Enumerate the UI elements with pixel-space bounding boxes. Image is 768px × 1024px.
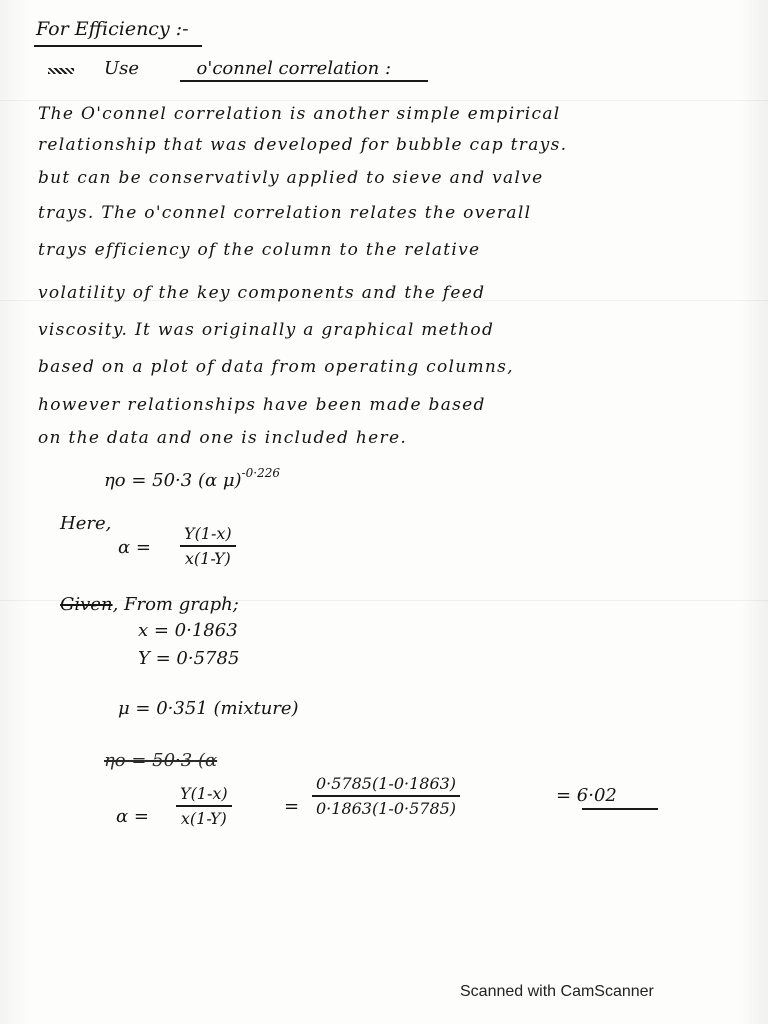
calc-numeric-fraction [312,774,460,818]
subheading-title: o'connel correlation : [196,58,392,79]
formula-exponent: -0·226 [241,466,280,480]
paragraph-line: trays efficiency of the column to the relative [38,240,481,260]
fraction-bar [176,805,232,807]
paragraph-line: viscosity. It was originally a graphical method [38,320,495,340]
subheading-prefix: Use [104,58,140,79]
efficiency-formula [104,466,280,491]
fraction-bar [180,545,236,547]
struck-equation: ηo = 50·3 (α [104,750,218,771]
paragraph-line: based on a plot of data from operating columns, [38,357,514,377]
paragraph-line: trays. The o'connel correlation relates the overall [38,203,532,223]
paragraph-line: volatility of the key components and the feed [38,283,486,303]
formula-body: ηo = 50·3 (α μ) [104,470,242,491]
alpha-numerator: Y(1-x) [184,524,232,543]
mu-value: μ = 0·351 (mixture) [118,698,299,719]
calc-equals: = [284,796,300,817]
calc-denominator: x(1-Y) [180,808,227,828]
calc-numerator: Y(1-x) [180,784,228,803]
paragraph-line: The O'connel correlation is another simple empirical [38,104,561,124]
alpha-denominator: x(1-Y) [184,548,231,568]
result-underline [582,808,658,810]
calc-numeric-denominator: 0·1863(1-0·5785) [316,798,457,818]
paragraph-line: but can be conservativly applied to sieve and valve [38,168,544,188]
paragraph-line: relationship that was developed for bubble cap trays. [38,135,568,155]
alpha-fraction [180,524,236,568]
struck-given: Given [60,594,113,615]
calc-result: = 6·02 [556,785,617,806]
alpha-symbol: α = [118,537,151,558]
heading-underline [34,45,202,47]
section-heading: For Efficiency :- [36,18,189,40]
rule-line [0,100,768,101]
from-graph-label: , From graph; [112,594,239,615]
subheading-underline [180,80,428,82]
paragraph-line: however relationships have been made based [38,395,486,415]
x-value: x = 0·1863 [138,620,238,641]
calc-alpha-symbol: α = [116,806,149,827]
struck-bullet [48,68,74,74]
calc-numeric-numerator: 0·5785(1-0·1863) [316,774,457,793]
y-value: Y = 0·5785 [138,648,240,669]
calc-symbolic-fraction [176,784,232,828]
given-line [60,594,239,615]
paragraph-line: on the data and one is included here. [38,428,408,448]
fraction-bar [312,795,460,797]
subheading [104,58,391,79]
here-label: Here, [60,513,112,534]
camscanner-watermark: Scanned with CamScanner [460,983,654,1000]
